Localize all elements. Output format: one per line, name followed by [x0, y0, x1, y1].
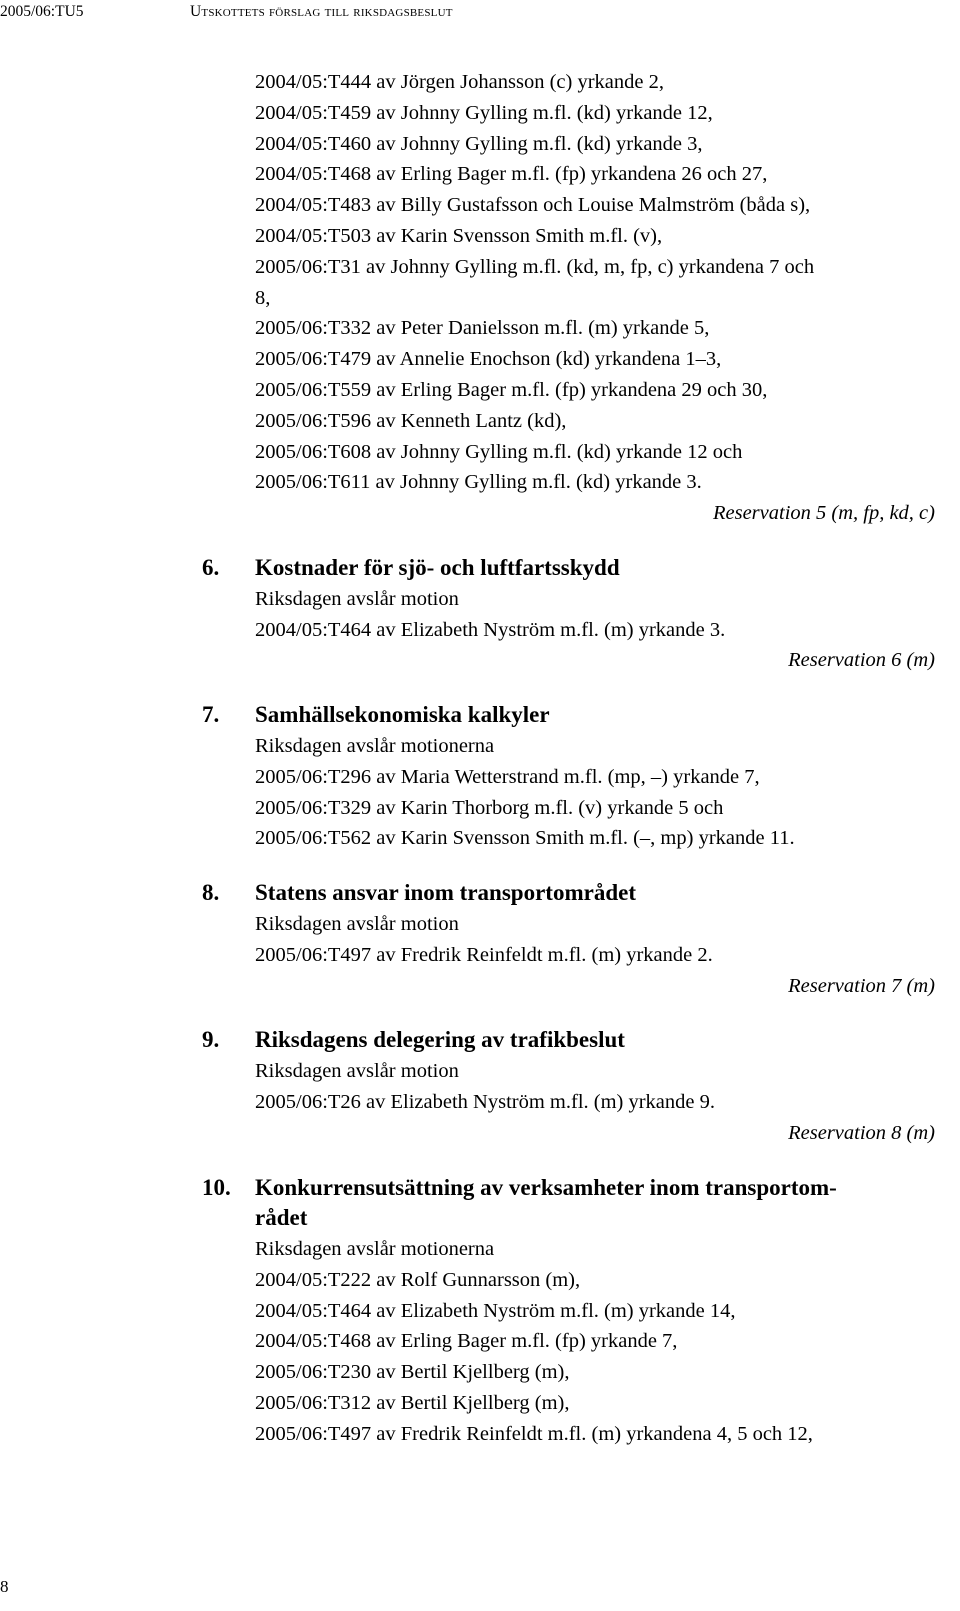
reservation-reference: Reservation 5 (m, fp, kd, c)	[712, 502, 935, 525]
section-number: 8.	[202, 880, 220, 906]
motion-line: 2005/06:T230 av Bertil Kjellberg (m),	[255, 1361, 570, 1384]
decision-text: Riksdagen avslår motionerna	[255, 734, 495, 757]
decision-text: Riksdagen avslår motionerna	[255, 1238, 495, 1261]
motion-line: 2005/06:T31 av Johnny Gylling m.fl. (kd, m, fp, c) yrkandena 7 och	[255, 255, 815, 278]
section-title: Kostnader för sjö- och luftfartsskydd	[255, 554, 620, 580]
document-code: 2005/06:TU5	[0, 3, 84, 20]
section-title: Statens ansvar inom transportområdet	[255, 880, 636, 906]
section-heading	[202, 878, 935, 909]
reservation-reference: Reservation 6 (m)	[788, 649, 935, 672]
motion-line: 2004/05:T483 av Billy Gustafsson och Louise Malmström (båda s),	[255, 194, 811, 217]
motion-line: 2004/05:T444 av Jörgen Johansson (c) yrkande 2,	[255, 71, 664, 93]
motion-line: 2004/05:T464 av Elizabeth Nyström m.fl. (m) yrkande 14,	[255, 1299, 736, 1322]
motion-list-continued	[255, 67, 935, 529]
motion-line: 2004/05:T222 av Rolf Gunnarsson (m),	[255, 1268, 581, 1291]
page-header	[0, 0, 960, 28]
section-number: 10.	[202, 1174, 231, 1200]
motion-line: 2005/06:T562 av Karin Svensson Smith m.fl. (–, mp) yrkande 11.	[255, 827, 795, 850]
motion-line: 2004/05:T468 av Erling Bager m.fl. (fp) yrkandena 26 och 27,	[255, 163, 768, 186]
section-title-line-1: Konkurrensutsättning av verksamheter inom transportom-	[255, 1174, 837, 1200]
section-heading	[202, 700, 935, 731]
section-heading	[202, 553, 935, 584]
motion-line: 2005/06:T497 av Fredrik Reinfeldt m.fl. (m) yrkandena 4, 5 och 12,	[255, 1422, 813, 1445]
motion-line: 2005/06:T596 av Kenneth Lantz (kd),	[255, 409, 567, 432]
motion-line: 2005/06:T296 av Maria Wetterstrand m.fl. (mp, –) yrkande 7,	[255, 765, 760, 788]
motion-line: 2005/06:T479 av Annelie Enochson (kd) yrkandena 1–3,	[255, 348, 722, 371]
section-title: Samhällsekonomiska kalkyler	[255, 702, 550, 728]
section-heading	[202, 1173, 935, 1235]
reservation-reference: Reservation 8 (m)	[788, 1121, 935, 1144]
section-8	[202, 878, 935, 1001]
motion-line: 2004/05:T503 av Karin Svensson Smith m.fl. (v),	[255, 224, 663, 247]
motion-line: 2005/06:T332 av Peter Danielsson m.fl. (m) yrkande 5,	[255, 317, 710, 340]
section-9	[202, 1025, 935, 1148]
section-title-line-2: rådet	[255, 1205, 308, 1231]
motion-line: 2004/05:T468 av Erling Bager m.fl. (fp) yrkande 7,	[255, 1330, 678, 1353]
motion-line: 2005/06:T26 av Elizabeth Nyström m.fl. (m) yrkande 9.	[255, 1090, 716, 1113]
section-10	[202, 1173, 935, 1450]
motion-line: 8,	[255, 286, 271, 309]
section-title: Riksdagens delegering av trafikbeslut	[255, 1027, 625, 1053]
motion-line: 2004/05:T464 av Elizabeth Nyström m.fl. (m) yrkande 3.	[255, 618, 726, 641]
motion-line: 2005/06:T312 av Bertil Kjellberg (m),	[255, 1392, 570, 1415]
section-number: 9.	[202, 1027, 220, 1053]
motion-line: 2004/05:T460 av Johnny Gylling m.fl. (kd) yrkande 3,	[255, 132, 703, 155]
motion-line: 2004/05:T459 av Johnny Gylling m.fl. (kd) yrkande 12,	[255, 101, 713, 124]
motion-line: 2005/06:T608 av Johnny Gylling m.fl. (kd) yrkande 12 och	[255, 440, 743, 463]
section-6	[202, 553, 935, 676]
motion-line: 2005/06:T559 av Erling Bager m.fl. (fp) yrkandena 29 och 30,	[255, 378, 768, 401]
section-number: 7.	[202, 702, 220, 728]
section-7	[202, 700, 935, 854]
reservation-reference: Reservation 7 (m)	[788, 974, 935, 997]
motion-line: 2005/06:T329 av Karin Thorborg m.fl. (v) yrkande 5 och	[255, 796, 724, 819]
document-body	[202, 67, 935, 1450]
section-heading	[202, 1025, 935, 1056]
motion-line: 2005/06:T497 av Fredrik Reinfeldt m.fl. (m) yrkande 2.	[255, 943, 713, 966]
running-title: Utskottets förslag till riksdagsbeslut	[190, 3, 453, 20]
decision-text: Riksdagen avslår motion	[255, 587, 459, 610]
page-number: 8	[0, 1577, 9, 1596]
decision-text: Riksdagen avslår motion	[255, 912, 459, 935]
section-number: 6.	[202, 554, 220, 580]
decision-text: Riksdagen avslår motion	[255, 1060, 459, 1083]
motion-line: 2005/06:T611 av Johnny Gylling m.fl. (kd) yrkande 3.	[255, 471, 702, 494]
